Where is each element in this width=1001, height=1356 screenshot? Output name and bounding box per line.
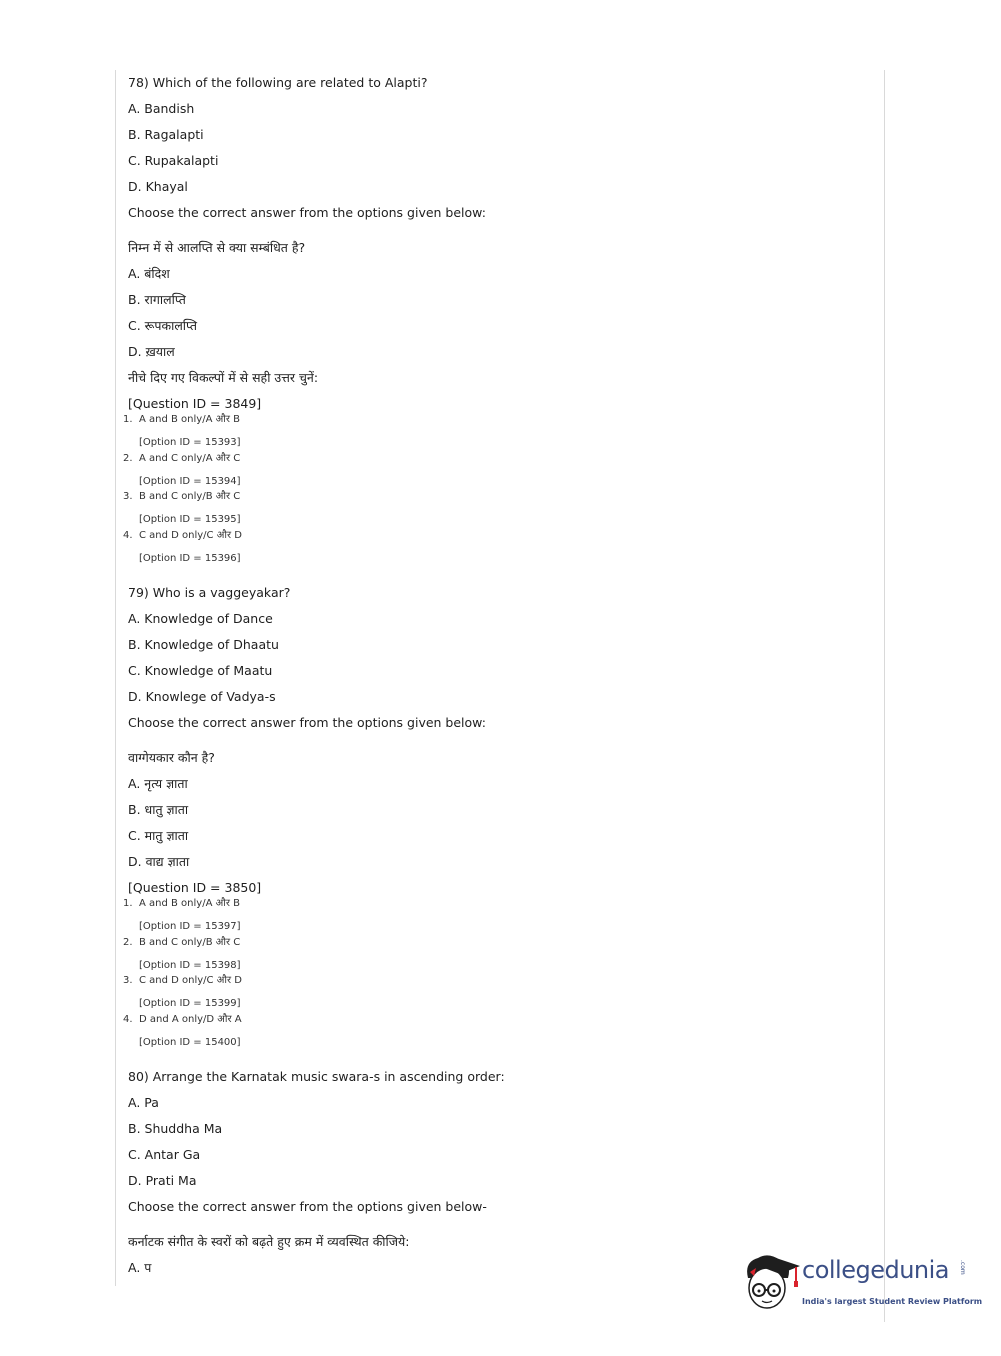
statement-item: A. Knowledge of Dance — [128, 611, 273, 626]
option-id: [Option ID = 15397] — [139, 921, 241, 932]
option-number: 3. — [123, 491, 133, 502]
option-number: 4. — [123, 529, 133, 541]
logo-suffix: .com — [959, 1260, 966, 1275]
hindi-item: B. रागालप्ति — [128, 292, 186, 307]
option-text: C and D only/C और D — [139, 975, 242, 986]
option-number: 4. — [123, 1013, 133, 1025]
option-text: A and B only/A और B — [139, 414, 240, 425]
statement-item: A. Pa — [128, 1095, 159, 1110]
hindi-heading: वाग्गेयकार कौन है? — [128, 750, 215, 765]
question-id: [Question ID = 3849] — [128, 396, 262, 411]
option-number: 3. — [123, 975, 133, 986]
option-id: [Option ID = 15400] — [139, 1036, 241, 1048]
question-heading: 79) Who is a vaggeyakar? — [128, 585, 291, 600]
option-item[interactable] — [123, 489, 868, 528]
option-number: 1. — [123, 414, 133, 425]
statement-item: C. Antar Ga — [128, 1147, 201, 1162]
option-item[interactable] — [123, 896, 868, 935]
statement-item: C. Knowledge of Maatu — [128, 663, 273, 678]
statement-item: D. Khayal — [128, 179, 188, 194]
option-item[interactable] — [123, 973, 868, 1012]
hindi-item: A. बंदिश — [128, 266, 170, 281]
page-border-right — [884, 70, 885, 1322]
hindi-item: D. वाद्य ज्ञाता — [128, 854, 190, 869]
hindi-instruction: नीचे दिए गए विकल्पों में से सही उत्तर चुनें: — [128, 370, 319, 385]
option-id: [Option ID = 15394] — [139, 475, 241, 487]
hindi-heading: कर्नाटक संगीत के स्वरों को बढ़ते हुए क्रम में व्यवस्थित कीजिये: — [128, 1234, 410, 1249]
option-item[interactable] — [123, 1012, 868, 1051]
logo-tagline: India's largest Student Review Platform — [802, 1297, 983, 1306]
statement-item: B. Ragalapti — [128, 127, 204, 142]
statement-item: C. Rupakalapti — [128, 153, 219, 168]
option-item[interactable] — [123, 451, 868, 490]
option-number: 2. — [123, 452, 133, 464]
collegedunia-logo — [740, 1248, 983, 1318]
option-text: B and C only/B और C — [139, 936, 241, 948]
statement-item: B. Knowledge of Dhaatu — [128, 637, 279, 652]
question-heading: 78) Which of the following are related to Alapti? — [128, 75, 428, 90]
page-border-left — [115, 70, 116, 1286]
option-text: A and B only/A और B — [139, 898, 240, 909]
instruction: Choose the correct answer from the options given below- — [128, 1199, 487, 1214]
hindi-heading: निम्न में से आलप्ति से क्या सम्बंधित है? — [128, 240, 306, 255]
statement-item: D. Knowlege of Vadya-s — [128, 689, 276, 704]
statement-item: D. Prati Ma — [128, 1173, 197, 1188]
statement-item: B. Shuddha Ma — [128, 1121, 223, 1136]
option-list — [123, 412, 868, 566]
option-text: C and D only/C और D — [139, 529, 242, 541]
question-id: [Question ID = 3850] — [128, 880, 262, 895]
option-item[interactable] — [123, 412, 868, 451]
option-id: [Option ID = 15395] — [139, 514, 241, 525]
option-item[interactable] — [123, 528, 868, 567]
logo-wordmark: collegedunia — [802, 1256, 950, 1284]
hindi-item: D. ख़याल — [128, 344, 175, 359]
statement-item: A. Bandish — [128, 101, 195, 116]
option-text: A and C only/A और C — [139, 452, 241, 464]
option-item[interactable] — [123, 935, 868, 974]
option-text: D and A only/D और A — [139, 1013, 242, 1025]
option-text: B and C only/B और C — [139, 491, 241, 502]
option-id: [Option ID = 15398] — [139, 959, 241, 971]
question-78 — [123, 70, 868, 566]
instruction: Choose the correct answer from the options given below: — [128, 205, 486, 220]
question-heading: 80) Arrange the Karnatak music swara-s in ascending order: — [128, 1069, 505, 1084]
mascot-icon — [740, 1248, 802, 1314]
hindi-item: A. प — [128, 1260, 152, 1275]
instruction: Choose the correct answer from the options given below: — [128, 715, 486, 730]
option-id: [Option ID = 15393] — [139, 437, 241, 448]
hindi-item: A. नृत्य ज्ञाता — [128, 776, 188, 791]
hindi-item: B. धातु ज्ञाता — [128, 802, 189, 817]
option-id: [Option ID = 15396] — [139, 552, 241, 564]
option-number: 2. — [123, 936, 133, 948]
option-number: 1. — [123, 898, 133, 909]
hindi-item: C. मातु ज्ञाता — [128, 828, 189, 843]
question-paper — [123, 70, 868, 1281]
hindi-item: C. रूपकालप्ति — [128, 318, 198, 333]
question-79 — [123, 580, 868, 1050]
option-id: [Option ID = 15399] — [139, 998, 241, 1009]
option-list — [123, 896, 868, 1050]
